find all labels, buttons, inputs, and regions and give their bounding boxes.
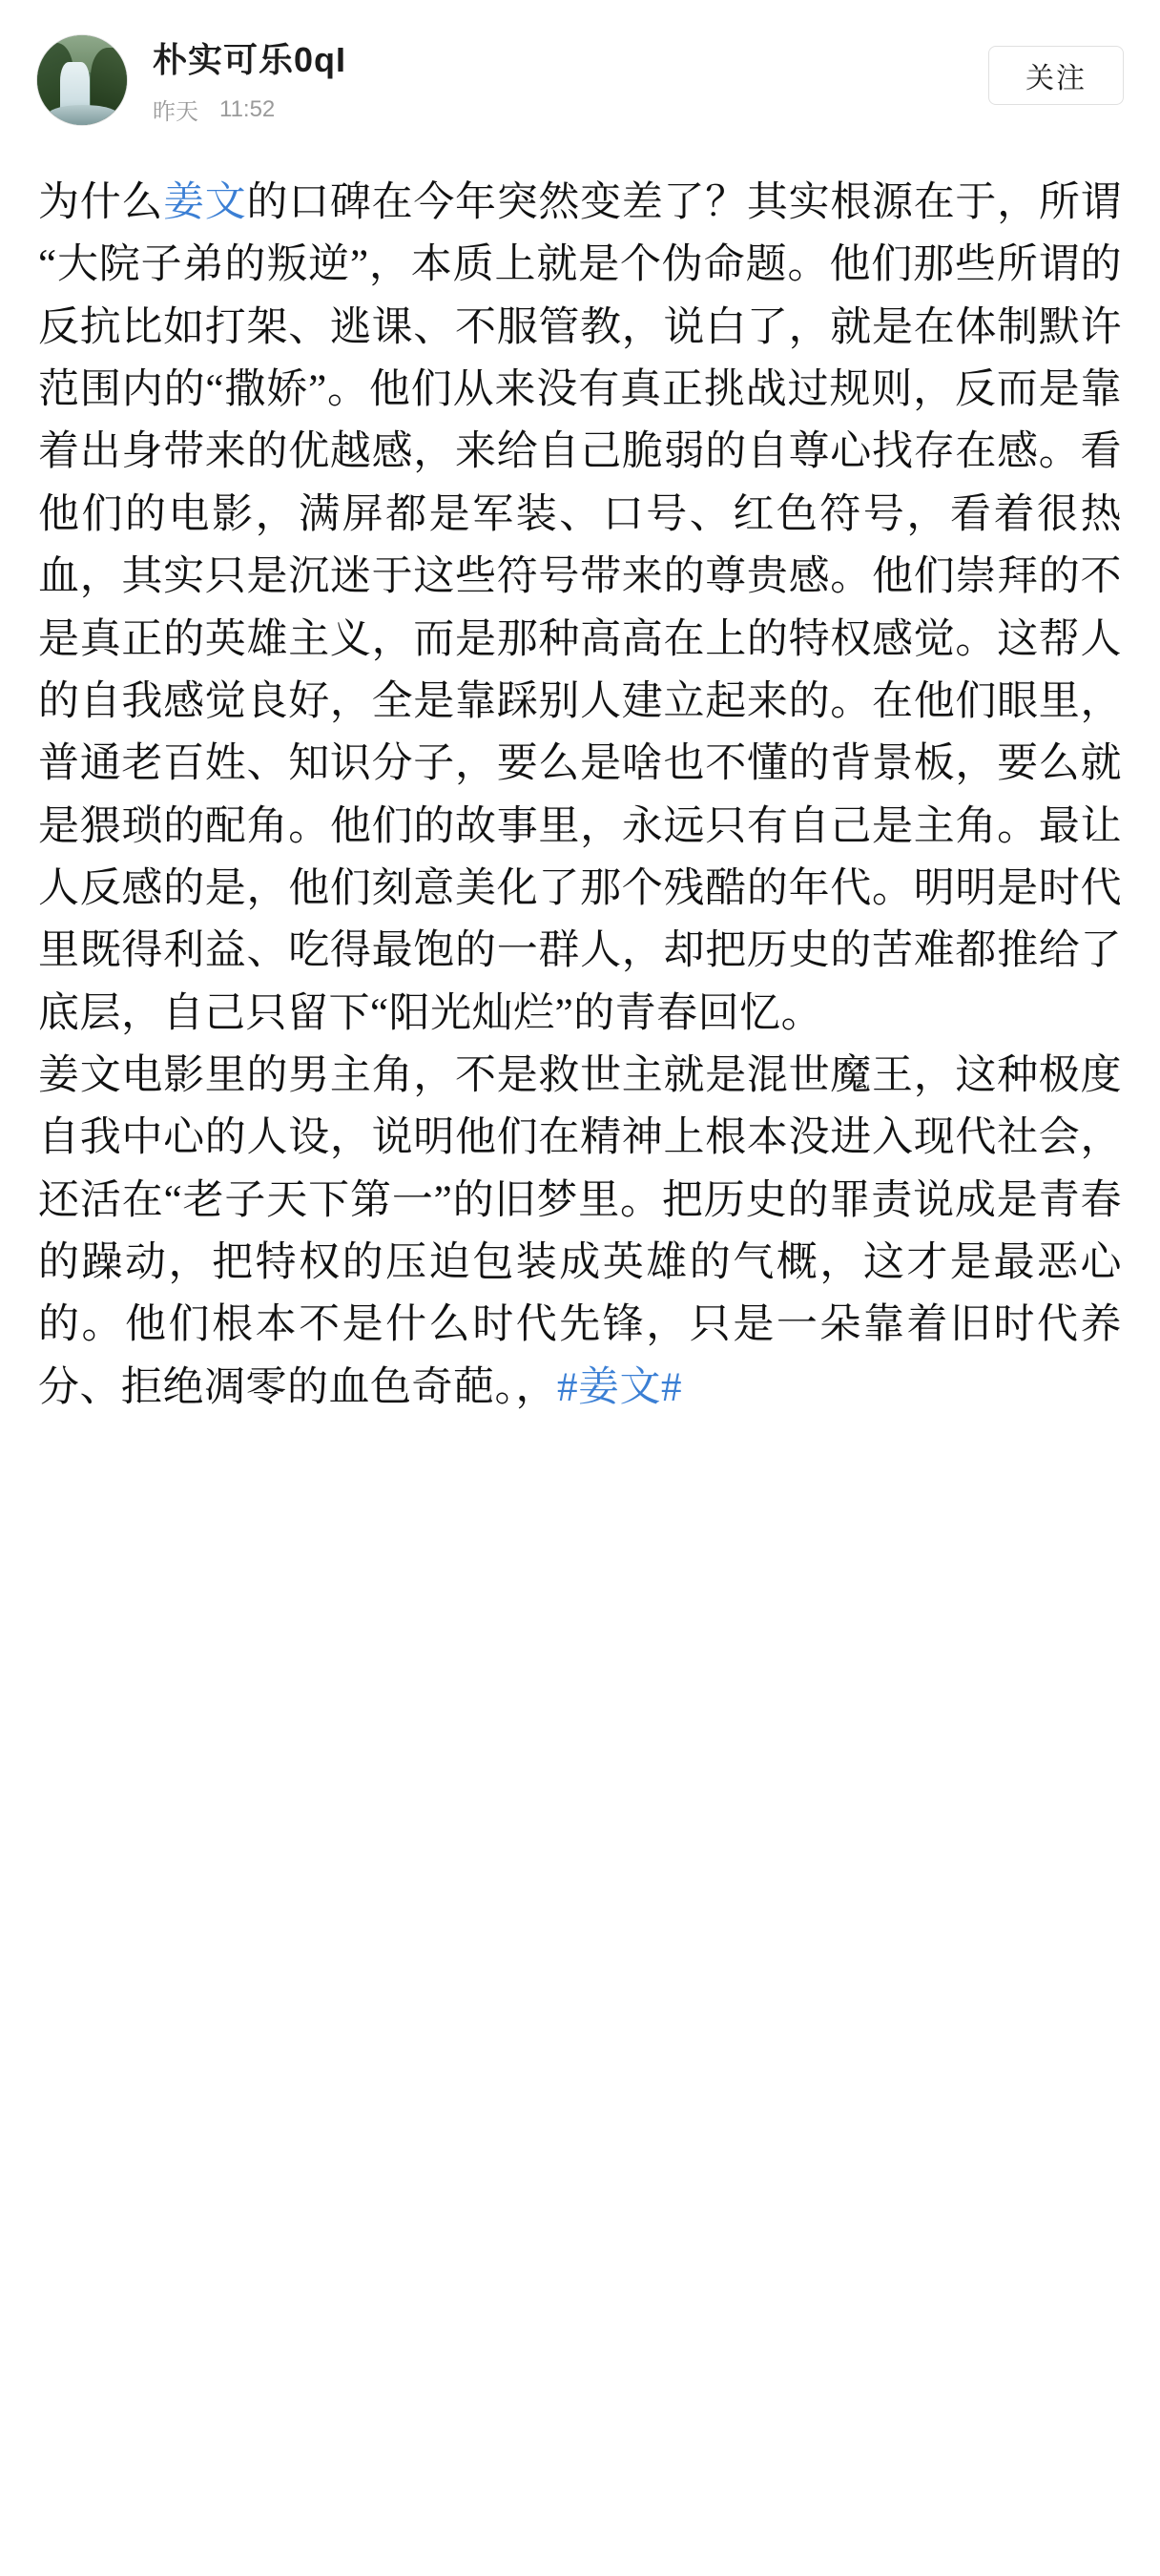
post-meta — [153, 93, 1124, 126]
author-info — [153, 34, 1124, 126]
post-paragraph-2 — [38, 1045, 1122, 1419]
post-date: 昨天 — [153, 99, 198, 125]
post-time: 11:52 — [219, 95, 276, 122]
paragraph-1-text-b: 的口碑在今年突然变差了？其实根源在于，所谓“大院子弟的叛逆”，本质上就是个伪命题。他们那些所谓的反抗比如打架、逃课、不服管教，说白了，就是在体制默许范围内的“撒娇”。他们从来没有真正挑战过规则，反而是靠着出身带来的优越感，来给自己脆弱的自尊心找存在感。看他们的电影，满屏都是军装、口号、红色符号，看着很热血，其实只是沉迷于这些符号带来的尊贵感。他们崇拜的不是真正的英雄主义，而是那种高高在上的特权感觉。这帮人的自我感觉良好，全是靠踩别人建立起来的。在他们眼里，普通老百姓、知识分子，要么是啥也不懂的背景板，要么就是猥琐的配角。他们的故事里，永远只有自己是主角。最让人反感的是，他们刻意美化了那个残酷的年代。明明是时代里既得利益、吃得最饱的一群人，却把历史的苦难都推给了底层，自己只留下“阳光灿烂”的青春回忆。 — [38, 180, 1123, 1036]
mention-jiangwen[interactable]: 姜文 — [163, 180, 247, 225]
avatar-pool — [48, 105, 117, 125]
author-nickname[interactable]: 朴实可乐0qI — [153, 40, 347, 79]
paragraph-2-text-a: 姜文电影里的男主角，不是救世主就是混世魔王，这种极度自我中心的人设，说明他们在精神上根本没进入现代社会，还活在“老子天下第一”的旧梦里。把历史的罪责说成是青春的躁动，把特权的压迫包装成英雄的气概，这才是最恶心的。他们根本不是什么时代先锋，只是一朵靠着旧时代养分、拒绝凋零的血色奇葩。， — [38, 1053, 1122, 1410]
post-paragraph-1 — [38, 172, 1122, 1045]
avatar[interactable] — [36, 34, 128, 126]
paragraph-1-text-a: 为什么 — [38, 180, 164, 225]
follow-button[interactable]: 关注 — [988, 46, 1124, 105]
topic-tag-jiangwen[interactable]: #姜文# — [557, 1364, 682, 1410]
post-header — [0, 0, 1160, 162]
post-content — [0, 162, 1160, 1457]
